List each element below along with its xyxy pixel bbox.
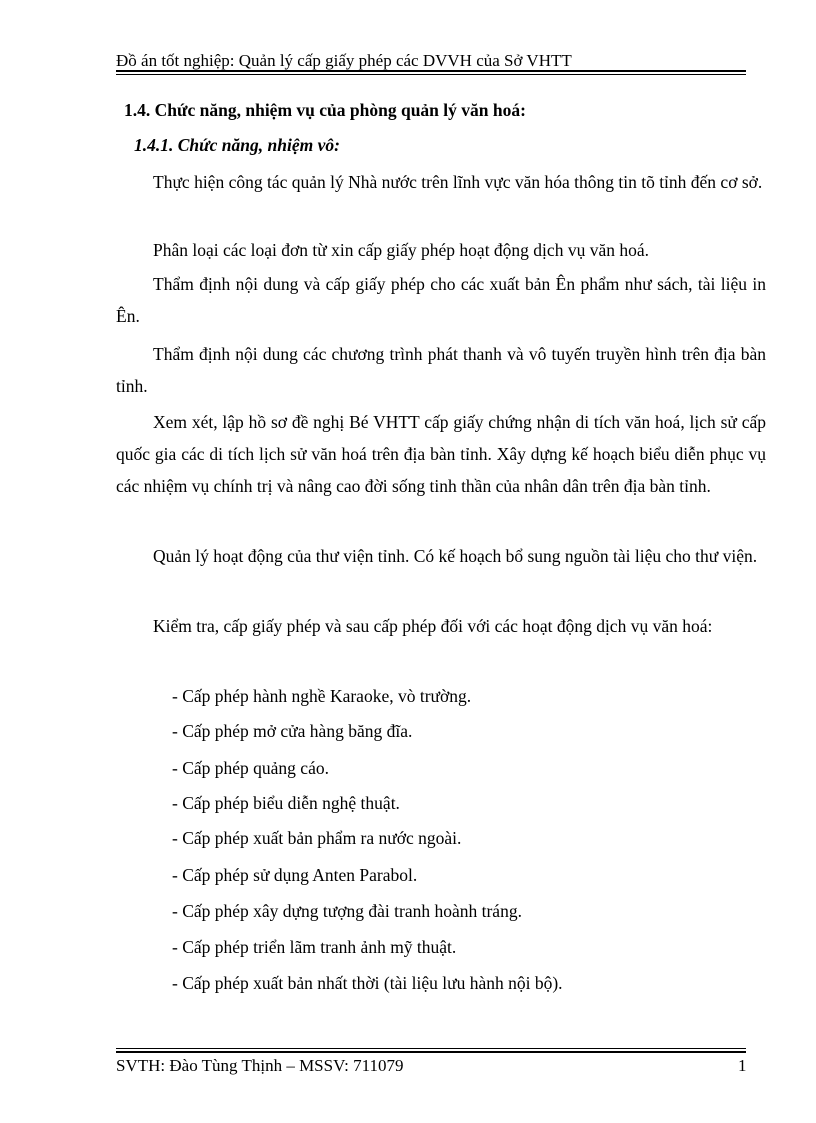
paragraph-4: Thẩm định nội dung các chương trình phát thanh và vô tuyến truyền hình trên địa bàn tỉnh. bbox=[116, 344, 766, 396]
list-item: - Cấp phép sử dụng Anten Parabol. bbox=[172, 865, 418, 885]
header-rule-thin bbox=[116, 74, 746, 75]
footer-student-info: SVTH: Đào Tùng Thịnh – MSSV: 711079 bbox=[116, 1056, 404, 1075]
paragraph-7: Kiểm tra, cấp giấy phép và sau cấp phép đối với các hoạt động dịch vụ văn hoá: bbox=[153, 616, 713, 636]
subsection-heading: 1.4.1. Chức năng, nhiệm vô: bbox=[134, 135, 340, 155]
footer-rule-thin bbox=[116, 1048, 746, 1049]
footer-rule-thick bbox=[116, 1051, 746, 1053]
list-item: - Cấp phép xuất bản phẩm ra nước ngoài. bbox=[172, 828, 462, 848]
paragraph-6: Quản lý hoạt động của thư viện tỉnh. Có kế hoạch bổ sung nguồn tài liệu cho thư viện. bbox=[153, 546, 758, 566]
header-rule-thick bbox=[116, 70, 746, 72]
list-item: - Cấp phép hành nghề Karaoke, vò trường. bbox=[172, 686, 472, 706]
paragraph-2: Phân loại các loại đơn từ xin cấp giấy phép hoạt động dịch vụ văn hoá. bbox=[153, 240, 649, 260]
list-item: - Cấp phép biểu diễn nghệ thuật. bbox=[172, 793, 400, 813]
list-item: - Cấp phép mở cửa hàng băng đĩa. bbox=[172, 721, 413, 741]
page-header-title: Đồ án tốt nghiệp: Quản lý cấp giấy phép các DVVH của Sở VHTT bbox=[116, 51, 572, 70]
list-item: - Cấp phép xây dựng tượng đài tranh hoành tráng. bbox=[172, 901, 522, 921]
paragraph-3: Thẩm định nội dung và cấp giấy phép cho các xuất bản Ên phẩm như sách, tài liệu in Ên. bbox=[116, 274, 766, 326]
list-item: - Cấp phép xuất bản nhất thời (tài liệu lưu hành nội bộ). bbox=[172, 973, 563, 993]
section-heading: 1.4. Chức năng, nhiệm vụ của phòng quản lý văn hoá: bbox=[124, 100, 526, 120]
list-item: - Cấp phép quảng cáo. bbox=[172, 758, 329, 778]
page-number: 1 bbox=[738, 1056, 747, 1075]
paragraph-1: Thực hiện công tác quản lý Nhà nước trên lĩnh vực văn hóa thông tin tõ tỉnh đến cơ sở. bbox=[153, 172, 763, 192]
paragraph-5: Xem xét, lập hồ sơ đề nghị Bé VHTT cấp giấy chứng nhận di tích văn hoá, lịch sử cấp quốc gia các di tích lịch sử văn hoá trên địa bàn tỉnh. Xây dựng kế hoạch biểu diễn phục vụ các nhiệm vụ chính trị và nâng cao đời sống tinh thần của nhân dân trên địa bàn tỉnh. bbox=[116, 412, 766, 496]
list-item: - Cấp phép triển lãm tranh ảnh mỹ thuật. bbox=[172, 937, 457, 957]
